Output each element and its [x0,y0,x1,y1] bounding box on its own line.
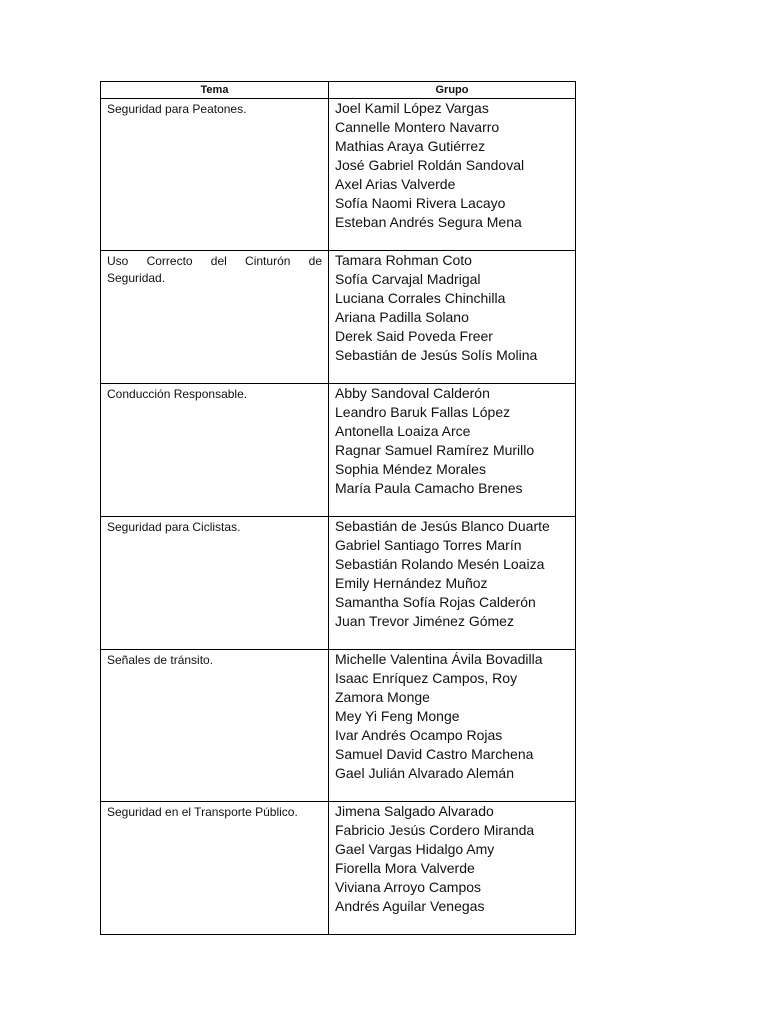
member-name: Andrés Aguilar Venegas [335,898,485,914]
member-name: Samantha Sofía Rojas Calderón [335,594,536,610]
member-name: Juan Trevor Jiménez Gómez [335,613,514,629]
member-name: Luciana Corrales Chinchilla [335,290,506,306]
member-name: Axel Arias Valverde [335,176,456,192]
member-name: Isaac Enríquez Campos, Roy [335,670,518,686]
member-list [335,517,569,631]
member-name: Joel Kamil López Vargas [335,100,489,116]
member-name: Gael Vargas Hidalgo Amy [335,841,495,857]
member-name: Gabriel Santiago Torres Marín [335,537,522,553]
member-name: Mey Yi Feng Monge [335,708,460,724]
member-name: Sebastián Rolando Mesén Loaiza [335,556,545,572]
member-name: José Gabriel Roldán Sandoval [335,157,525,173]
member-name: Derek Said Poveda Freer [335,328,493,344]
table-header [101,82,576,99]
table-row [101,384,576,517]
tema-cell: Señales de tránsito. [101,650,329,802]
grupo-cell [329,251,576,384]
tema-cell: Seguridad para Ciclistas. [101,517,329,650]
header-row [101,82,576,99]
member-list [335,99,569,232]
header-grupo: Grupo [329,82,576,99]
tema-cell: Uso Correcto del Cinturón de Seguridad. [101,251,329,384]
member-name: Viviana Arroyo Campos [335,879,482,895]
member-name: Ariana Padilla Solano [335,309,469,325]
member-name: Ragnar Samuel Ramírez Murillo [335,442,535,458]
member-name: Esteban Andrés Segura Mena [335,214,522,230]
member-list [335,802,569,916]
table-row [101,251,576,384]
grupo-cell [329,650,576,802]
member-name: María Paula Camacho Brenes [335,480,523,496]
table-row [101,650,576,802]
groups-table [100,81,576,935]
member-list [335,384,569,498]
grupo-cell [329,384,576,517]
grupo-cell [329,517,576,650]
member-name: Sebastián de Jesús Blanco Duarte [335,518,550,534]
member-list [335,650,569,783]
member-name: Sofía Naomi Rivera Lacayo [335,195,506,211]
member-name: Jimena Salgado Alvarado [335,803,494,819]
member-name: Gael Julián Alvarado Alemán [335,765,514,781]
table-row [101,802,576,935]
grupo-cell [329,802,576,935]
member-name: Tamara Rohman Coto [335,252,472,268]
table-body [101,99,576,935]
member-name: Abby Sandoval Calderón [335,385,490,401]
member-name: Fiorella Mora Valverde [335,860,475,876]
table-row [101,99,576,251]
header-tema: Tema [101,82,329,99]
grupo-cell [329,99,576,251]
member-name: Mathias Araya Gutiérrez [335,138,486,154]
member-name: Leandro Baruk Fallas López [335,404,511,420]
member-name: Emily Hernández Muñoz [335,575,488,591]
tema-cell: Seguridad para Peatones. [101,99,329,251]
member-list [335,251,569,365]
tema-cell: Conducción Responsable. [101,384,329,517]
member-name: Antonella Loaiza Arce [335,423,471,439]
table-row [101,517,576,650]
member-name: Sebastián de Jesús Solís Molina [335,347,538,363]
member-name: Fabricio Jesús Cordero Miranda [335,822,535,838]
member-name: Samuel David Castro Marchena [335,746,534,762]
member-name: Sofía Carvajal Madrigal [335,271,481,287]
member-name: Ivar Andrés Ocampo Rojas [335,727,503,743]
member-name: Cannelle Montero Navarro [335,119,500,135]
member-name: Michelle Valentina Ávila Bovadilla [335,651,543,667]
member-name: Zamora Monge [335,689,430,705]
tema-cell: Seguridad en el Transporte Público. [101,802,329,935]
member-name: Sophia Méndez Morales [335,461,486,477]
